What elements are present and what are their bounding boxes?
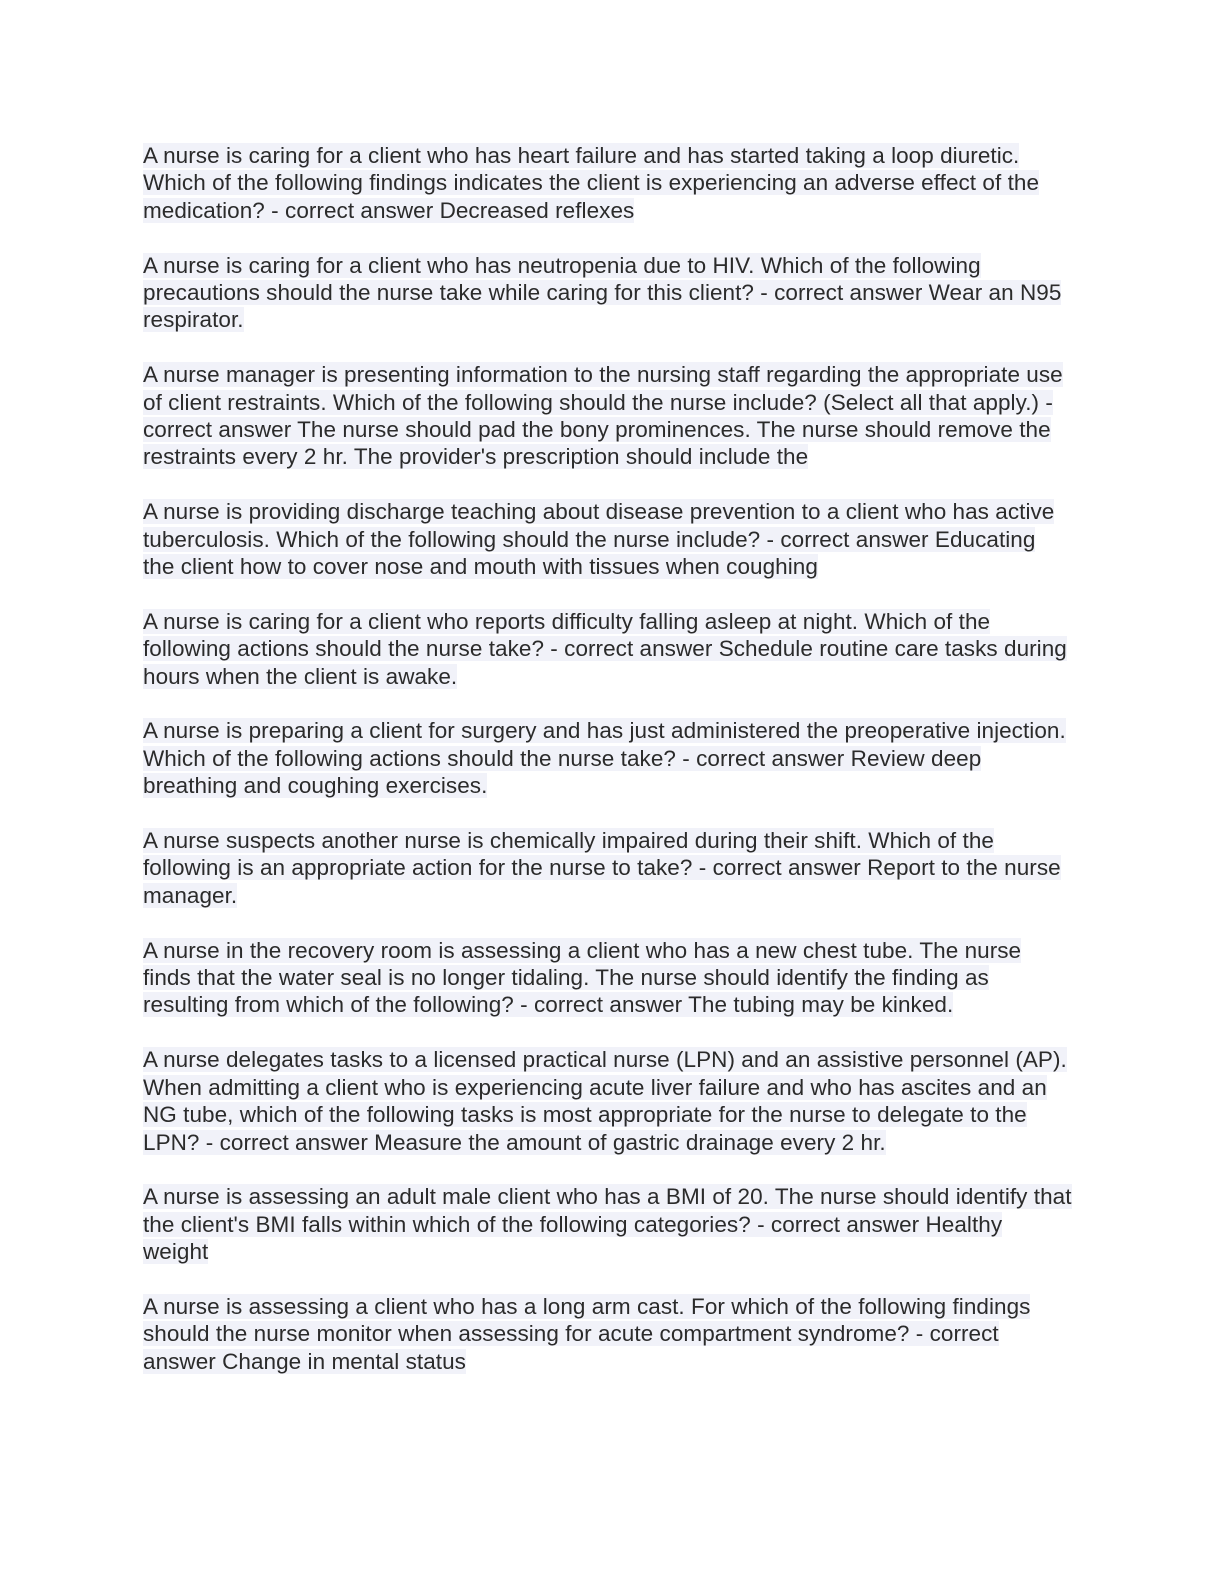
qa-entry-text: A nurse is preparing a client for surgery and has just administered the preoperative injection. Which of the following actions should the nurse take? - correct answer Review deep breathing and coughing exercises. <box>143 718 1066 799</box>
qa-entry-text: A nurse is caring for a client who has neutropenia due to HIV. Which of the following precautions should the nurse take while caring for this client? - correct answer Wear an N95 respirator. <box>143 252 1062 333</box>
qa-entry <box>143 1046 1073 1156</box>
qa-entry-text: A nurse is assessing an adult male client who has a BMI of 20. The nurse should identify that the client's BMI falls within which of the following categories? - correct answer Healthy weight <box>143 1184 1072 1265</box>
qa-entry-text: A nurse is assessing a client who has a long arm cast. For which of the following findings should the nurse monitor when assessing for acute compartment syndrome? - correct answer Change in mental status <box>143 1293 1031 1374</box>
qa-entry <box>143 1183 1073 1265</box>
qa-entry-text: A nurse is caring for a client who reports difficulty falling asleep at night. Which of the following actions should the nurse take? - correct answer Schedule routine care tasks during hours when the client is awake. <box>143 608 1067 689</box>
qa-entry-text: A nurse is providing discharge teaching about disease prevention to a client who has active tuberculosis. Which of the following should the nurse include? - correct answer Educating the client how to cover nose and mouth with tissues when coughing <box>143 499 1055 580</box>
qa-entry <box>143 1293 1073 1375</box>
qa-entry-text: A nurse manager is presenting information to the nursing staff regarding the appropriate use of client restraints. Which of the following should the nurse include? (Select all that apply.) - correct answer The nurse should pad the bony prominences. The nurse should remove the restraints every 2 hr. The provider's prescription should include the <box>143 362 1063 470</box>
qa-entry-text: A nurse delegates tasks to a licensed practical nurse (LPN) and an assistive personnel (AP). When admitting a client who is experiencing acute liver failure and who has ascites and an NG tube, which of the following tasks is most appropriate for the nurse to delegate to the LPN? - correct answer Measure the amount of gastric drainage every 2 hr. <box>143 1047 1067 1155</box>
qa-entry-text: A nurse in the recovery room is assessing a client who has a new chest tube. The nurse finds that the water seal is no longer tidaling. The nurse should identify the finding as resulting from which of the following? - correct answer The tubing may be kinked. <box>143 937 1022 1018</box>
qa-entry <box>143 498 1073 580</box>
qa-entry-text: A nurse is caring for a client who has heart failure and has started taking a loop diuretic. Which of the following findings indicates the client is experiencing an adverse effect of the medication? - correct answer Decreased reflexes <box>143 143 1040 223</box>
qa-entry <box>143 142 1073 224</box>
qa-entry <box>143 717 1073 799</box>
qa-entry <box>143 361 1073 471</box>
document-page <box>143 142 1073 1403</box>
qa-entry-text: A nurse suspects another nurse is chemically impaired during their shift. Which of the following is an appropriate action for the nurse to take? - correct answer Report to the nurse manager. <box>143 828 1061 908</box>
qa-entry <box>143 827 1073 909</box>
qa-entry <box>143 252 1073 334</box>
qa-entry <box>143 608 1073 690</box>
qa-entry <box>143 937 1073 1019</box>
